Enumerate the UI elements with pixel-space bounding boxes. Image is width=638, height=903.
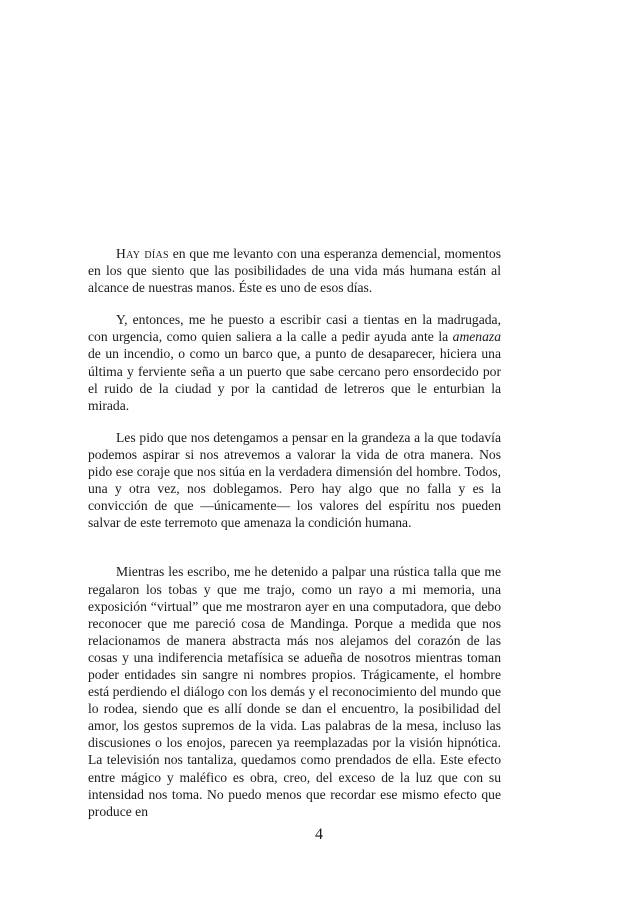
paragraph-2-text-before: Y, entonces, me he puesto a escribir casi a tientas en la madrugada, con urgencia, como quien saliera a la calle a pedir ayuda ante la [88, 312, 501, 345]
paragraph-2 [88, 311, 501, 414]
paragraph-1-text: en que me levanto con una esperanza demencial, momentos en los que siento que las posibilidades de una vida más humana están al alcance de nuestras manos. Éste es uno de esos días. [88, 246, 501, 296]
page-number: 4 [315, 826, 323, 843]
paragraph-1-lead: Hay días [116, 246, 169, 261]
page-body [88, 245, 501, 820]
paragraph-1 [88, 245, 501, 296]
paragraph-3: Les pido que nos detengamos a pensar en la grandeza a la que todavía podemos aspirar si nos atrevemos a valorar la vida de otra manera. Nos pido ese coraje que nos sitúa en la verdadera dimensión del hombre. Todos, una y otra vez, nos doblegamos. Pero hay algo que no falla y es la convicción de que —únicamente— los valores del espíritu nos pueden salvar de este terremoto que amenaza la condición humana. [88, 429, 501, 531]
paragraph-2-italic-word: amenaza [452, 329, 501, 345]
paragraph-4: Mientras les escribo, me he detenido a palpar una rústica talla que me regalaron los tobas y que me trajo, como un rayo a mi memoria, una exposición “virtual” que me mostraron ayer en una computadora, que debo reconocer que me pareció cosa de Mandinga. Porque a medida que nos relacionamos de manera abstracta más nos alejamos del corazón de las cosas y una indiferencia metafísica se adueña de nosotros mientras toman poder entidades sin sangre ni nombres propios. Trágicamente, el hombre está perdiendo el diálogo con los demás y el reconocimiento del mundo que lo rodea, siendo que es allí donde se dan el encuentro, la posibilidad del amor, los gestos supremos de la vida. Las palabras de la mesa, incluso las discusiones o los enojos, parecen ya reemplazadas por la visión hipnótica. La televisión nos tantaliza, quedamos como prendados de ella. Este efecto entre mágico y maléfico es obra, creo, del exceso de la luz que con su intensidad nos toma. No puedo menos que recordar ese mismo efecto que produce en [88, 564, 501, 819]
paragraph-2-text-after: de un incendio, o como un barco que, a punto de desaparecer, hiciera una última y ferviente seña a un puerto que sabe cercano pero ensordecido por el ruido de la ciudad y por la cantidad de letreros que le enturbian la mirada. [88, 346, 501, 413]
